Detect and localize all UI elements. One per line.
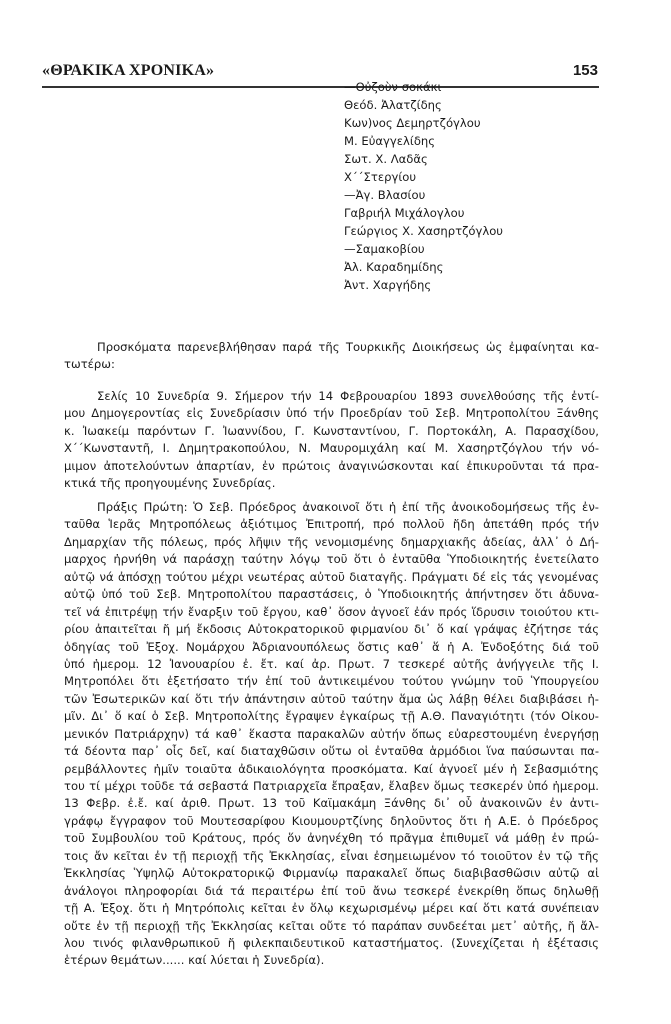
text-line: Δημαρχίαν τῆς πόλεως, πρός λῆψιν τῆς νενομισμένης δημαρχιακῆς ἀδείας, ἀλλ᾽ ὁ Δή- (64, 534, 599, 549)
text-line: τῶν Ἐσωτερικῶν καί ὅτι τήν ἀπάντησιν αὐτοῦ ταύτην ἅμα ὡς λάβῃ θέλει διαβιβάσει ἡ- (64, 691, 599, 706)
signature-line: Σωτ. Χ. Λαδᾶς (344, 152, 428, 166)
text-line: τωτέρω: (64, 357, 115, 372)
text-line: Σελίς 10 Συνεδρία 9. Σήμερον τήν 14 Φεβρουαρίου 1893 συνελθούσης τῆς ἐντί- (97, 389, 599, 403)
header-rule (42, 86, 599, 88)
signature-line: Χ΄΄Στεργίου (344, 170, 417, 184)
text-line: τῇ Α. Ἐξοχ. ὅτι ἡ Μητρόπολις κεῖται ἐν ὅλῳ κεχωρισμένῳ μέρει καί ὅτι κατά συνέπειαν (64, 901, 599, 916)
text-line: ρίου ἀπαιτεῖται ἤ μή ἔκδοσις Αὐτοκρατορικοῦ φιρμανίου δι᾽ ὅ καί γράψας ἐζήτησε τάς (64, 622, 599, 637)
signature-line: Μ. Εὐαγγελίδης (344, 134, 436, 148)
journal-title: «ΘΡΑΚΙΚΑ ΧΡΟΝΙΚΑ» (42, 62, 215, 79)
text-line: τοῦ Συμβουλίου τοῦ Κράτους, πρός ὅν ἀνηνέχθη τό πρᾶγμα ἐπιθυμεῖ νά μάθῃ ἐν πρώ- (64, 831, 599, 846)
text-line: ἑτέρων θεμάτων...... καί λύεται ἡ Συνεδρία). (64, 953, 325, 968)
page-number: 153 (572, 62, 598, 79)
text-line: ὁδηγίας τοῦ Ἐξοχ. Νομάρχου Ἀδριανουπόλεως ὅστις καθ᾽ ἅ ἡ Α. Ἐνδοξότης διά τοῦ (64, 639, 599, 654)
text-line: του τί μέχρι τοῦδε τά σεβαστά Πατριαρχεῖα ἔπραξαν, ἔλαβεν ὅμως τεσκερέν ὑπό ἡμερομ. (64, 779, 599, 793)
text-line: μῖν. Δι᾽ ὅ καί ὁ Σεβ. Μητροπολίτης ἔγραψεν ἐγκαίρως τῇ Α.Θ. Παναγιότητι (τόν Οἰκου- (64, 709, 599, 724)
signature-line: Γεώργιος Χ. Χασηρτζόγλου (344, 224, 504, 238)
text-line: αὐτῷ ὑπό τοῦ Σεβ. Μητροπολίτου παραστάσεις, ὁ Ὑποδιοικητής ἀπήντησεν ὅτι ἀδυνα- (64, 587, 599, 602)
text-line: τά δέοντα παρ᾽ οἷς δεῖ, καί διαταχθῶσιν οὕτω οἱ ἐνταῦθα ἁρμόδιοι ἵνα παύσωνται πα- (64, 744, 599, 759)
text-line: μαρχος ἠρνήθη νά παράσχῃ ταύτην λόγῳ τοῦ ὅτι ὁ ἐνταῦθα Ὑποδιοικητής ἐνετείλατο (64, 552, 599, 567)
text-line: τεῖ νά ἐπιτρέψῃ τήν ἔναρξιν τοῦ ἔργου, καθ᾽ ὅσον ἀγνοεῖ ἐάν πρός ἵδρυσιν τοιούτου κτι- (64, 604, 599, 619)
signature-line: Ἀλ. Καραδημίδης (344, 260, 444, 274)
signature-line: Κων)νος Δεμηρτζόγλου (344, 116, 481, 130)
text-line: Προσκόματα παρενεβλήθησαν παρά τῆς Τουρκικῆς Διοικήσεως ὡς ἐμφαίνηται κα- (97, 340, 599, 354)
signature-line: —Ἀγ. Βλασίου (344, 188, 426, 202)
signature-line: —Σαμακοβίου (344, 242, 425, 256)
text-line: ἀνάλογοι πληροφορίαι διά τά περαιτέρω ἐπί τοῦ ἄνω τεσκερέ ἐνεκρίθη ὅπως δηλωθῇ (64, 883, 599, 898)
text-line: ρεμβάλλοντες ἡμῖν τοιαῦτα ἀδικαιολόγητα προσκόματα. Καί ἀγνοεῖ μέν ἡ Σεβασμιότης (64, 761, 599, 776)
text-line: κτικά τῆς προηγουμένης Συνεδρίας. (64, 476, 276, 491)
intro-paragraph (64, 339, 599, 374)
signature-line: Θεόδ. Ἀλατζίδης (344, 98, 442, 112)
signature-line: Ἀντ. Χαργήδης (344, 278, 432, 292)
text-line: τοις ἄν κεῖται ἐν τῇ περιοχῇ τῆς Ἐκκλησίας, εἶναι ἐσημειωμένον τό τοιοῦτον ἐν τῷ τῆς (64, 848, 599, 863)
text-line: Πράξις Πρώτη: Ὁ Σεβ. Πρόεδρος ἀνακοινοῖ ὅτι ἡ ἐπί τῆς ἀνοικοδομήσεως τῆς ἐν- (97, 500, 599, 514)
text-line: μου Δημογεροντίας εἰς Συνεδρίασιν ὑπό τήν Προεδρίαν τοῦ Σεβ. Μητροπολίτου Ξάνθης (64, 406, 599, 421)
text-line: ταῦθα Ἱερᾶς Μητροπόλεως ἀξιότιμος Ἐπιτροπή, πρό πολλοῦ ἤδη ἀπετάθη πρός τήν (64, 517, 599, 532)
session-paragraph (64, 388, 599, 493)
text-line: γράφῳ ἔγγραφον τοῦ Μουτεσαρίφου Κιουμουρτζίνης δηλοῦντος ὅτι ἡ Α.Ε. ὁ Πρόεδρος (64, 813, 599, 828)
text-line: αὐτῷ νά ἀπόσχῃ τούτου μέχρι νεωτέρας αὐτοῦ διαταγῆς. Πράγματι δέ εἰς τάς γενομένας (64, 569, 599, 584)
text-line: Χ΄΄Κωνσταντῆ, Ι. Δημητρακοπούλου, Ν. Μαυρομιχάλη καί Μ. Χασηρτζόγλου τήν νό- (64, 441, 599, 456)
text-line: Μητροπόλει ὅτι ἐξετήσατο τήν ἐπί τοῦ ἀντικειμένου τούτου γνώμην τοῦ Ὑπουργείου (64, 674, 599, 689)
signature-line: —Οὐζοὺν σοκάκι (344, 80, 442, 94)
text-line: ὑπό ἡμερομ. 12 Ἰανουαρίου ἐ. ἔτ. καί ἀρ. Πρωτ. 7 τεσκερέ αὐτῆς ἀνήγγειλε τῆς Ι. (64, 656, 599, 671)
text-line: κ. Ἰωακείμ παρόντων Γ. Ἰωαννίδου, Γ. Κωνσταντίνου, Γ. Πορτοκάλη, Α. Παρασχίδου, (64, 423, 599, 438)
signature-list (344, 78, 503, 294)
praxis-paragraph (64, 499, 599, 970)
text-line: μενικόν Πατριάρχην) τά καθ᾽ ἕκαστα παρακαλῶν αὐτήν ὅπως εὐαρεστουμένη ἐνεργήσῃ (64, 726, 599, 741)
text-line: Ἐκκλησίας Ὑψηλῷ Αὐτοκρατορικῷ Φιρμανίῳ παρακαλεῖ ὅπως διαβιβασθῶσιν αὐτῷ αἱ (64, 866, 599, 881)
text-line: λου τινός φιλανθρωπικοῦ ἤ φιλεκπαιδευτικοῦ καταστήματος. (Συνεχίζεται ἡ ἐξέτασις (64, 935, 599, 950)
text-line: μιμον ἀποτελούντων ἀπαρτίαν, ἐν πρώτοις ἀναγινώσκονται καί ἐπικυροῦνται τά πρα- (64, 458, 599, 473)
signature-line: Γαβριήλ Μιχάλογλου (344, 206, 465, 220)
text-line: 13 Φεβρ. ἐ.ἔ. καί ἀριθ. Πρωτ. 13 τοῦ Καϊμακάμη Ξάνθης δι᾽ οὗ ἀνακοινῶν ἐν ἀντι- (64, 796, 599, 811)
text-line: οὔτε ἐν τῇ περιοχῇ τῆς Ἐκκλησίας κεῖται οὔτε τό παράπαν συνδεέται μετ᾽ αὐτῆς, ἤ ἄλ- (64, 918, 599, 933)
